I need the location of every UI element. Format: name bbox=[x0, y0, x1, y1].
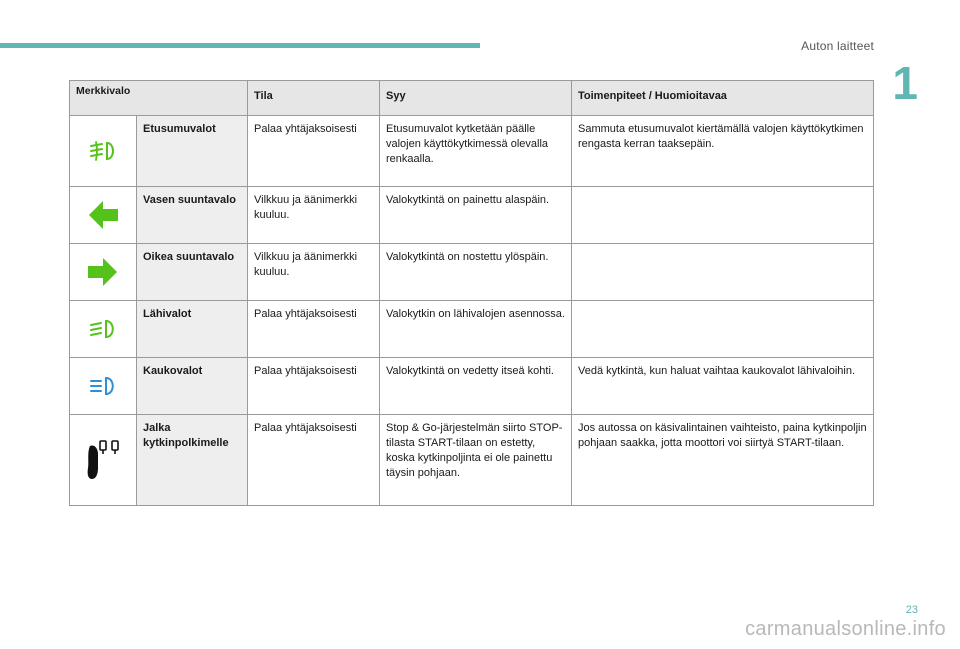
section-title: Auton laitteet bbox=[801, 39, 874, 53]
column-header-indicator: Merkkivalo bbox=[70, 81, 248, 116]
column-header-action: Toimenpiteet / Huomioitavaa bbox=[572, 81, 874, 116]
right-turn-signal-icon bbox=[85, 254, 121, 290]
clutch-pedal-foot-icon bbox=[83, 438, 123, 482]
cause-cell: Valokytkin on lähivalojen asennossa. bbox=[380, 301, 572, 358]
table-row bbox=[70, 301, 874, 358]
icon-cell bbox=[70, 415, 137, 506]
icon-cell bbox=[70, 116, 137, 187]
warning-light-table bbox=[69, 80, 874, 506]
cause-cell: Valokytkintä on nostettu ylöspäin. bbox=[380, 244, 572, 301]
indicator-name: Oikea suuntavalo bbox=[137, 244, 248, 301]
indicator-name: Kaukovalot bbox=[137, 358, 248, 415]
cause-cell: Valokytkintä on vedetty itseä kohti. bbox=[380, 358, 572, 415]
table-row bbox=[70, 116, 874, 187]
state-cell: Palaa yhtäjaksoisesti bbox=[248, 358, 380, 415]
left-turn-signal-icon bbox=[85, 197, 121, 233]
action-cell bbox=[572, 187, 874, 244]
state-cell: Palaa yhtäjaksoisesti bbox=[248, 116, 380, 187]
watermark: carmanualsonline.info bbox=[745, 618, 946, 640]
action-cell: Jos autossa on käsivalintainen vaihteisto, paina kytkinpoljin pohjaan saakka, jotta moottori voi siirtyä START-tilaan. bbox=[572, 415, 874, 506]
state-cell: Palaa yhtäjaksoisesti bbox=[248, 415, 380, 506]
icon-cell bbox=[70, 301, 137, 358]
table-header-row bbox=[70, 81, 874, 116]
column-header-cause: Syy bbox=[380, 81, 572, 116]
indicator-name: Jalka kytkinpolkimelle bbox=[137, 415, 248, 506]
action-cell bbox=[572, 301, 874, 358]
action-cell: Sammuta etusumuvalot kiertämällä valojen käyttökytkimen rengasta kerran taaksepäin. bbox=[572, 116, 874, 187]
table-row bbox=[70, 415, 874, 506]
action-cell: Vedä kytkintä, kun haluat vaihtaa kaukovalot lähivaloihin. bbox=[572, 358, 874, 415]
high-beam-icon bbox=[88, 375, 118, 397]
page-number: 23 bbox=[905, 604, 918, 616]
cause-cell: Stop & Go-järjestelmän siirto STOP-tilasta START-tilaan on estetty, koska kytkinpoljinta ei ole painettu täysin pohjaan. bbox=[380, 415, 572, 506]
icon-cell bbox=[70, 358, 137, 415]
state-cell: Vilkkuu ja äänimerkki kuuluu. bbox=[248, 187, 380, 244]
cause-cell: Etusumuvalot kytketään päälle valojen käyttökytkimessä olevalla renkaalla. bbox=[380, 116, 572, 187]
front-fog-light-icon bbox=[88, 140, 118, 162]
indicator-name: Vasen suuntavalo bbox=[137, 187, 248, 244]
action-cell bbox=[572, 244, 874, 301]
table-row bbox=[70, 358, 874, 415]
low-beam-icon bbox=[88, 318, 118, 340]
state-cell: Vilkkuu ja äänimerkki kuuluu. bbox=[248, 244, 380, 301]
header-accent-bar bbox=[0, 43, 480, 48]
state-cell: Palaa yhtäjaksoisesti bbox=[248, 301, 380, 358]
cause-cell: Valokytkintä on painettu alaspäin. bbox=[380, 187, 572, 244]
indicator-name: Lähivalot bbox=[137, 301, 248, 358]
indicator-name: Etusumuvalot bbox=[137, 116, 248, 187]
table-row bbox=[70, 244, 874, 301]
chapter-number: 1 bbox=[892, 57, 918, 109]
table-row bbox=[70, 187, 874, 244]
icon-cell bbox=[70, 187, 137, 244]
column-header-state: Tila bbox=[248, 81, 380, 116]
icon-cell bbox=[70, 244, 137, 301]
